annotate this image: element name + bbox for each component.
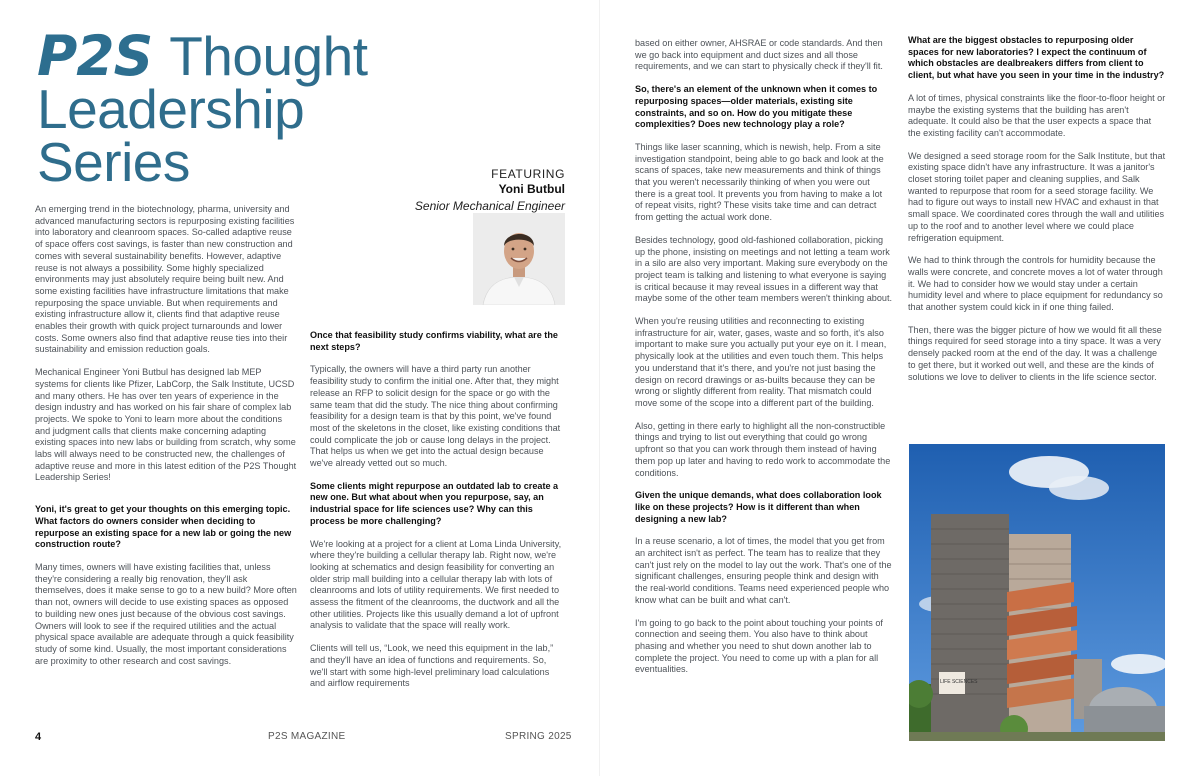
answer-paragraph: When you're reusing utilities and reconnecting to existing infrastructure for air, water, gases, waste and so forth, it's also important to make sure you actually put your eye on it. I mean, physically look at the utilities and even touch them. This helps you understand that it's there, and you're not just basing the design on record drawings or as-builts because they can be wrong or slightly different from reality. That mismatch could move some of the scope into a different part of the building. xyxy=(635,316,887,408)
question-heading: What are the biggest obstacles to repurposing older spaces for new laboratories? I expect the continuum of which obstacles are dealbreakers differs from client to client, but what have you seen in your time in the industry? xyxy=(908,35,1165,81)
column-3 xyxy=(635,38,892,687)
headshot-photo xyxy=(473,213,565,305)
intro-paragraph: An emerging trend in the biotechnology, pharma, university and advanced manufacturing sectors is repurposing existing facilities into laboratory and cleanroom spaces. So-called adaptive reuse of space offers cost savings, is faster than new construction and comes with several sustainability benefits. However, adaptive reuse is not always a possibility. Some highly specialized environments may just absolutely require being built new. And some existing facilities have infrastructure limitations that make repurposing the space unviable. But when requirements and existing infrastructure allow it, clients find that adaptive reuse enables their growth with quick project turnarounds and lower costs. Some owners also find that adaptive reuse ties into their sustainability and emission reduction goals. xyxy=(35,204,295,355)
answer-paragraph: Clients will tell us, “Look, we need this equipment in the lab,” and they'll have an idea of functions and requirements. So, we'll start with some high-level preliminary load calculations and airflow requirements xyxy=(310,643,554,689)
answer-paragraph: based on either owner, AHSRAE or code standards. And then we go back into equipment and duct sizes and all those requirements, and we can start to physically check if they'll fit. xyxy=(635,38,883,72)
answer-paragraph: Things like laser scanning, which is newish, help. From a site investigation standpoint, being able to go back and look at the scans of spaces, take new measurements and think of things that you weren't necessarily thinking of when you were out there is a great tool. It prevents you from having to make a lot of repeat visits, right? These visits take time and can detract from getting the actual work done. xyxy=(635,141,884,223)
answer-paragraph: Also, getting in there early to highlight all the non-constructible things and trying to list out everything that could go wrong upfront so that you can work through them instead of having them pop up later and having to redo work to accommodate the conditions. xyxy=(635,420,891,478)
answer-paragraph: We're looking at a project for a client at Loma Linda University, where they're building a cellular therapy lab. Right now, we're looking at schematics and design feasibility for converting an older strip mall building into a cellular therapy lab with lots of cleanrooms and lots of utility requirements. We first needed to assess the fitment of the cleanrooms, the ductwork and all the other utilities. Projects like this usually demand a lot of upfront analysis to validate that the space will really work. xyxy=(310,538,562,631)
issue-label: SPRING 2025 xyxy=(505,731,572,742)
answer-paragraph: A lot of times, physical constraints like the floor-to-floor height or maybe the existing systems that the building has aren't adequate. It could also be that the user expects a space that the existing facility can't accommodate. xyxy=(908,92,1166,138)
title-word-leadership: Leadership xyxy=(37,78,305,140)
intro-paragraph: Mechanical Engineer Yoni Butbul has designed lab MEP systems for clients like Pfizer, LabCorp, the Salk Institute, UCSD and many others. He has over ten years of experience in the design industry and has worked on his fair share of complex lab projects. We spoke to Yoni to learn more about the conditions and judgment calls that clients make concerning adapting existing spaces into new labs or building from scratch, why some labs will always need to be constructed new, the challenges of adaptive reuse and more in this latest edition of the P2S Thought Leadership Series! xyxy=(35,367,297,483)
answer-paragraph: Then, there was the bigger picture of how we would fit all these things required for seed storage into a tiny space. It was a very densely packed room at the end of the day. It was a challenge to get there, but it worked out well, and these are the kinds of solutions we love to deliver to clients in the life science sector. xyxy=(908,324,1162,382)
answer-paragraph: In a reuse scenario, a lot of times, the model that you get from an architect isn't as perfect. The team has to realize that they can't just rely on the model to lay out the work. That's one of the significant challenges, ensuring people think and design with the real-world conditions. Teams need experienced people who know what can be built and what can't. xyxy=(635,536,892,605)
title-word-thought: Thought xyxy=(169,25,368,87)
answer-paragraph: Besides technology, good old-fashioned collaboration, picking up the phone, insisting on meetings and not letting a team work in a silo are also very important. Making sure everybody on the project team is talking and listening to what everyone is saying is critical because it may reveal issues in a different way that maybe some of the other team members weren't thinking about. xyxy=(635,234,892,304)
answer-paragraph: Typically, the owners will have a third party run another feasibility study to confirm the initial one. After that, they might release an RFP to solicit design for the space or go with the same team that did the study. The nice thing about confirming feasibility for a design team is that by this point, we've found most of the skeletons in the closet, like existing conditions that could complicate the job or cause long delays in the project. That helps us when we get into the actual design because we've already vetted out so much. xyxy=(310,364,561,469)
answer-paragraph: We had to think through the controls for humidity because the walls were concrete, and concrete moves a lot of water through it. We had to consider how we would stay under a certain humidity level and where to place equipment for redundancy so that another system could kick in if one thing failed. xyxy=(908,255,1163,313)
answer-paragraph: I'm going to go back to the point about touching your points of connection and seeing them. You also have to think about phasing and whether you need to shut down another lab to complete the project. You need to come up with a plan for all eventualities. xyxy=(635,617,883,675)
page-number: 4 xyxy=(35,731,42,743)
question-heading: So, there's an element of the unknown when it comes to repurposing spaces—older materials, existing site constraints, and so on. How do you mitigate these complexities? Does new technology play a role? xyxy=(635,84,878,130)
question-heading: Given the unique demands, what does collaboration look like on these projects? How is it different than when designing a new lab? xyxy=(635,490,882,524)
series-title xyxy=(37,24,457,193)
featuring-block xyxy=(330,167,565,213)
featured-role: Senior Mechanical Engineer xyxy=(414,199,565,213)
headshot-image xyxy=(473,213,565,305)
right-page xyxy=(600,0,1200,776)
question-heading: Once that feasibility study confirms viability, what are the next steps? xyxy=(310,330,558,352)
column-1 xyxy=(35,204,297,678)
title-word-series: Series xyxy=(37,131,190,193)
answer-paragraph: Many times, owners will have existing facilities that, unless they're considering a really big renovation, they'll ask themselves, does it make sense to go to a new build? More often than not, owners will decide to use existing spaces as opposed to building new ones just because of the obvious cost savings. Owners will look to see if the required utilities and the actual physical space available are adequate through a quick feasibility study of some kind. Usually, the most important considerations are proximity to other research and cost savings. xyxy=(35,561,297,666)
question-heading: Yoni, it's great to get your thoughts on this emerging topic. What factors do owners consider when deciding to repurpose an existing space for a new lab or going the new construction route? xyxy=(35,504,292,550)
featured-name: Yoni Butbul xyxy=(498,182,565,196)
building-photo xyxy=(909,444,1165,741)
answer-paragraph: We designed a seed storage room for the Salk Institute, but that existing space didn't have any infrastructure. It was a janitor's closet storing toilet paper and cleaning supplies, and Salk wanted to repurpose that room for a seed storage facility. We had to figure out ways to install new HVAC and exhaust in that small space. We coordinated cores through the wall and utilities up to the roof and to another level where we could place refrigeration equipment. xyxy=(908,150,1166,243)
title-brand: P2S xyxy=(37,24,153,88)
building-image xyxy=(909,444,1165,741)
magazine-name: P2S MAGAZINE xyxy=(268,731,346,742)
featuring-label: FEATURING xyxy=(491,167,565,181)
question-heading: Some clients might repurpose an outdated lab to create a new one. But what about when you repurpose, say, an industrial space for life sciences use? Why can this process be more challenging? xyxy=(310,480,559,526)
column-4 xyxy=(908,35,1166,394)
column-2 xyxy=(310,330,565,701)
building-sign: LIFE SCIENCES xyxy=(940,679,978,685)
